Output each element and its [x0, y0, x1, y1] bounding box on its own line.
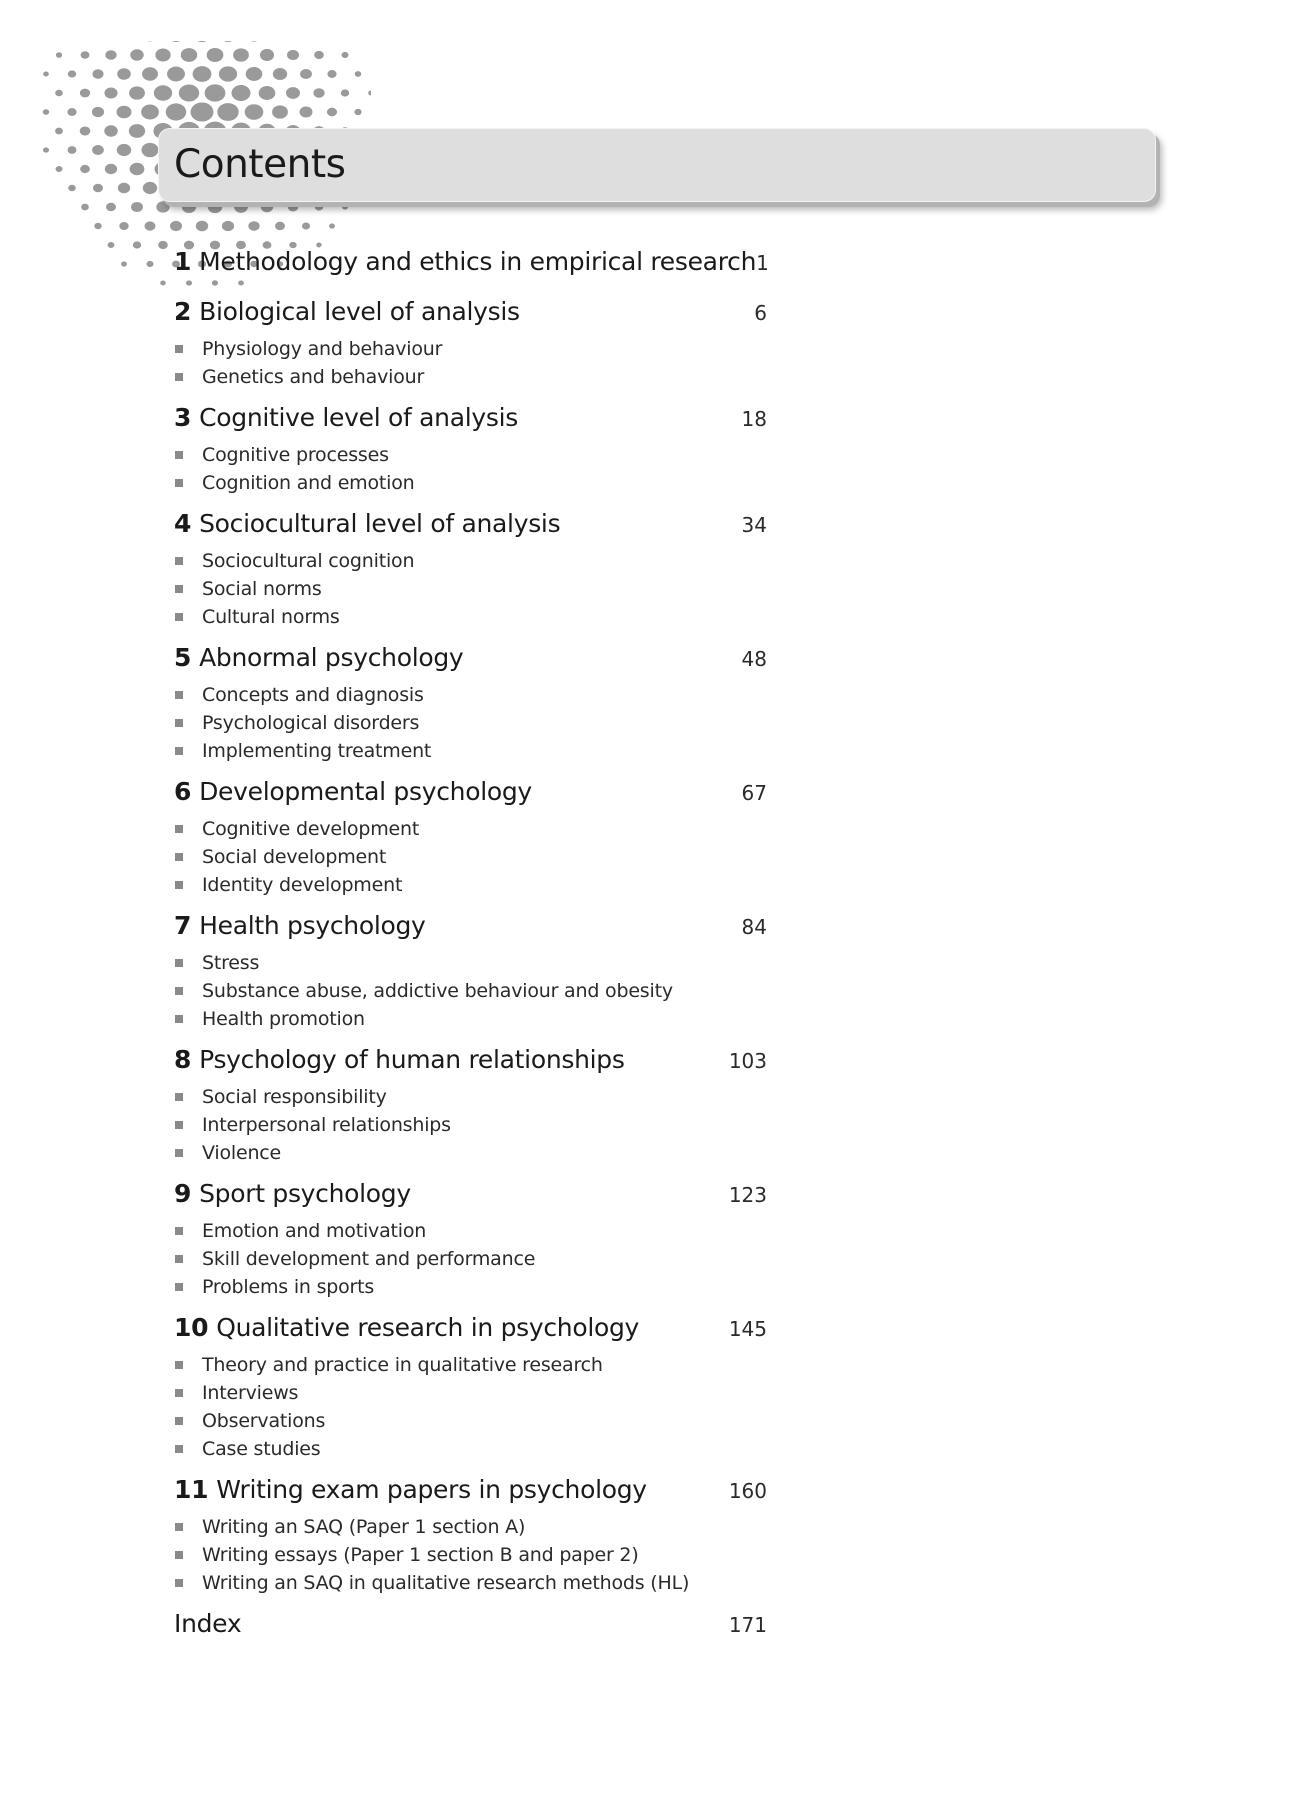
decorative-dot — [261, 202, 273, 213]
subtopic-label: Observations — [202, 1410, 326, 1432]
decorative-dot — [217, 103, 238, 121]
chapter-heading — [174, 777, 532, 806]
subtopic-item — [174, 949, 767, 977]
subtopic-list — [174, 441, 767, 497]
chapter-heading-row — [174, 297, 767, 335]
toc-entry — [174, 509, 767, 631]
decorative-dot — [302, 223, 310, 230]
decorative-dot — [68, 146, 77, 154]
decorative-dot — [247, 41, 260, 42]
chapter-title: Biological level of analysis — [199, 297, 520, 326]
square-bullet-icon — [175, 1093, 183, 1101]
decorative-dot — [130, 49, 143, 60]
page-number: 123 — [728, 1183, 767, 1207]
square-bullet-icon — [175, 1361, 183, 1369]
decorative-dot — [160, 281, 166, 286]
subtopic-item — [174, 1005, 767, 1033]
toc-entry — [174, 247, 767, 285]
subtopic-item — [174, 681, 767, 709]
decorative-dot — [273, 68, 287, 80]
chapter-heading-row — [174, 403, 767, 441]
subtopic-label: Writing an SAQ (Paper 1 section A) — [202, 1516, 526, 1538]
decorative-dot — [248, 221, 259, 231]
decorative-dot — [193, 66, 212, 82]
square-bullet-icon — [175, 1227, 183, 1235]
page-number: 171 — [728, 1613, 767, 1637]
subtopic-label: Writing an SAQ in qualitative research methods (HL) — [202, 1572, 690, 1594]
decorative-dot — [234, 201, 248, 213]
chapter-heading-row — [174, 1179, 767, 1217]
chapter-heading — [174, 509, 560, 538]
subtopic-label: Implementing treatment — [202, 740, 432, 762]
decorative-dot — [191, 102, 214, 121]
chapter-number: 8 — [174, 1045, 192, 1074]
decorative-dot — [195, 41, 210, 42]
contents-title-bar — [158, 128, 1156, 202]
toc-entry — [174, 1475, 767, 1597]
decorative-dot — [219, 66, 237, 81]
subtopic-label: Sociocultural cognition — [202, 550, 415, 572]
square-bullet-icon — [175, 1417, 183, 1425]
subtopic-item — [174, 977, 767, 1005]
subtopic-label: Case studies — [202, 1438, 321, 1460]
decorative-dot — [286, 87, 300, 99]
subtopic-label: Cognitive processes — [202, 444, 389, 466]
decorative-dot — [222, 221, 234, 231]
decorative-dot — [117, 68, 131, 79]
chapter-title: Index — [174, 1609, 242, 1638]
subtopic-list — [174, 335, 767, 391]
page-number: 103 — [728, 1049, 767, 1073]
chapter-heading-row — [174, 1475, 767, 1513]
decorative-dot — [92, 107, 104, 117]
toc-entry — [174, 403, 767, 497]
page-number: 145 — [728, 1317, 767, 1341]
square-bullet-icon — [175, 1149, 183, 1157]
chapter-heading — [174, 247, 756, 276]
decorative-dot — [81, 204, 89, 211]
decorative-dot — [275, 222, 285, 230]
square-bullet-icon — [175, 585, 183, 593]
subtopic-item — [174, 815, 767, 843]
subtopic-label: Stress — [202, 952, 260, 974]
subtopic-label: Skill development and performance — [202, 1248, 536, 1270]
subtopic-label: Violence — [202, 1142, 282, 1164]
decorative-dot — [156, 201, 169, 212]
subtopic-item — [174, 1273, 767, 1301]
decorative-dot — [300, 69, 312, 79]
toc-entry — [174, 1609, 767, 1647]
decorative-dot — [154, 85, 172, 100]
decorative-dot — [43, 72, 49, 77]
subtopic-list — [174, 681, 767, 765]
decorative-dot — [368, 91, 371, 96]
decorative-dot — [260, 49, 274, 61]
subtopic-label: Genetics and behaviour — [202, 366, 425, 388]
chapter-number: 3 — [174, 403, 192, 432]
decorative-dot — [55, 128, 63, 135]
decorative-dot — [130, 163, 145, 175]
decorative-dot — [170, 221, 182, 231]
square-bullet-icon — [175, 987, 183, 995]
decorative-dot — [56, 52, 62, 57]
decorative-dot — [146, 261, 153, 267]
subtopic-list — [174, 547, 767, 631]
decorative-dot — [167, 67, 185, 82]
chapter-heading — [174, 1045, 625, 1074]
subtopic-label: Social norms — [202, 578, 322, 600]
decorative-dot — [56, 166, 63, 172]
chapter-title: Psychology of human relationships — [199, 1045, 625, 1074]
page-number: 18 — [741, 407, 767, 431]
subtopic-item — [174, 1407, 767, 1435]
chapter-title: Methodology and ethics in empirical research — [199, 247, 757, 276]
subtopic-item — [174, 737, 767, 765]
decorative-dot — [169, 41, 183, 42]
subtopic-item — [174, 469, 767, 497]
square-bullet-icon — [175, 691, 183, 699]
decorative-dot — [105, 50, 116, 60]
chapter-number: 1 — [174, 247, 192, 276]
subtopic-label: Physiology and behaviour — [202, 338, 443, 360]
decorative-dot — [141, 105, 159, 120]
square-bullet-icon — [175, 747, 183, 755]
square-bullet-icon — [175, 479, 183, 487]
toc-entry — [174, 643, 767, 765]
chapter-number: 7 — [174, 911, 192, 940]
toc-entry — [174, 777, 767, 899]
decorative-dot — [108, 242, 115, 248]
chapter-title: Qualitative research in psychology — [216, 1313, 640, 1342]
decorative-dot — [196, 221, 208, 232]
decorative-dot — [55, 90, 63, 97]
decorative-dot — [158, 241, 168, 249]
decorative-dot — [327, 108, 337, 117]
chapter-number: 11 — [174, 1475, 209, 1504]
square-bullet-icon — [175, 1015, 183, 1023]
subtopic-label: Social development — [202, 846, 387, 868]
decorative-dot — [68, 70, 76, 77]
subtopic-label: Psychological disorders — [202, 712, 420, 734]
decorative-dot — [182, 201, 196, 213]
square-bullet-icon — [175, 1523, 183, 1531]
chapter-title: Cognitive level of analysis — [199, 403, 518, 432]
decorative-dot — [131, 202, 143, 212]
subtopic-item — [174, 1513, 767, 1541]
chapter-number: 9 — [174, 1179, 192, 1208]
subtopic-label: Cultural norms — [202, 606, 340, 628]
square-bullet-icon — [175, 853, 183, 861]
page-number: 34 — [741, 513, 767, 537]
subtopic-item — [174, 709, 767, 737]
toc-entry — [174, 1313, 767, 1463]
subtopic-list — [174, 949, 767, 1033]
subtopic-label: Problems in sports — [202, 1276, 375, 1298]
subtopic-label: Cognition and emotion — [202, 472, 415, 494]
subtopic-item — [174, 441, 767, 469]
subtopic-item — [174, 547, 767, 575]
decorative-dot — [342, 204, 348, 209]
table-of-contents — [174, 247, 767, 1659]
subtopic-label: Identity development — [202, 874, 403, 896]
chapter-heading-row — [174, 1313, 767, 1351]
subtopic-label: Emotion and motivation — [202, 1220, 427, 1242]
subtopic-label: Cognitive development — [202, 818, 420, 840]
chapter-title: Abnormal psychology — [199, 643, 464, 672]
decorative-dot — [181, 48, 198, 62]
toc-entry — [174, 911, 767, 1033]
square-bullet-icon — [175, 1283, 183, 1291]
decorative-dot — [341, 89, 349, 96]
chapter-heading — [174, 1475, 647, 1504]
decorative-dot — [129, 86, 145, 99]
page-title: Contents — [174, 142, 346, 187]
page-number: 1 — [756, 251, 769, 275]
decorative-dot — [245, 104, 264, 120]
page-number: 84 — [741, 915, 767, 939]
decorative-dot — [141, 143, 158, 157]
subtopic-label: Interviews — [202, 1382, 299, 1404]
chapter-heading-row — [174, 1045, 767, 1083]
decorative-dot — [117, 106, 132, 119]
decorative-dot — [68, 185, 76, 192]
chapter-title: Developmental psychology — [199, 777, 532, 806]
chapter-heading — [174, 403, 518, 432]
decorative-dot — [80, 165, 90, 173]
toc-entry — [174, 1045, 767, 1167]
decorative-dot — [231, 85, 250, 101]
square-bullet-icon — [175, 1255, 183, 1263]
decorative-dot — [106, 203, 116, 211]
decorative-dot — [92, 69, 103, 78]
chapter-heading — [174, 643, 463, 672]
chapter-number: 10 — [174, 1313, 209, 1342]
subtopic-label: Substance abuse, addictive behaviour and obesity — [202, 980, 673, 1002]
decorative-dot — [80, 126, 91, 135]
subtopic-item — [174, 1351, 767, 1379]
decorative-dot — [287, 50, 299, 60]
chapter-heading-row — [174, 643, 767, 681]
subtopic-item — [174, 1541, 767, 1569]
decorative-dot — [145, 221, 156, 230]
decorative-dot — [315, 203, 323, 210]
chapter-number: 5 — [174, 643, 192, 672]
decorative-dot — [288, 203, 299, 212]
subtopic-list — [174, 815, 767, 899]
chapter-heading-row — [174, 509, 767, 547]
chapter-heading — [174, 1313, 639, 1342]
decorative-dot — [104, 125, 117, 136]
chapter-heading-row — [174, 247, 767, 285]
subtopic-label: Concepts and diagnosis — [202, 684, 424, 706]
square-bullet-icon — [175, 1551, 183, 1559]
subtopic-list — [174, 1351, 767, 1463]
subtopic-list — [174, 1513, 767, 1597]
chapter-number: 6 — [174, 777, 192, 806]
page-number: 48 — [741, 647, 767, 671]
decorative-dot — [179, 84, 199, 101]
page-number: 160 — [728, 1479, 767, 1503]
subtopic-item — [174, 1111, 767, 1139]
decorative-dot — [314, 51, 324, 59]
subtopic-item — [174, 843, 767, 871]
subtopic-label: Theory and practice in qualitative research — [202, 1354, 603, 1376]
square-bullet-icon — [175, 719, 183, 727]
decorative-dot — [329, 223, 335, 228]
decorative-dot — [207, 48, 224, 62]
subtopic-item — [174, 603, 767, 631]
chapter-title: Sport psychology — [199, 1179, 411, 1208]
decorative-dot — [43, 147, 49, 152]
chapter-heading — [174, 911, 426, 940]
page-number: 67 — [741, 781, 767, 805]
chapter-heading-row — [174, 911, 767, 949]
chapter-heading — [174, 1609, 241, 1638]
decorative-dot — [121, 261, 127, 266]
chapter-number: 4 — [174, 509, 192, 538]
subtopic-item — [174, 1139, 767, 1167]
decorative-dot — [94, 223, 101, 229]
decorative-dot — [133, 241, 141, 248]
decorative-dot — [67, 108, 76, 116]
subtopic-label: Writing essays (Paper 1 section B and paper 2) — [202, 1544, 639, 1566]
decorative-dot — [119, 222, 128, 230]
decorative-dot — [208, 201, 222, 213]
chapter-title: Health psychology — [199, 911, 426, 940]
decorative-dot — [341, 52, 348, 58]
decorative-dot — [233, 48, 249, 61]
subtopic-label: Interpersonal relationships — [202, 1114, 451, 1136]
chapter-number: 2 — [174, 297, 192, 326]
decorative-dot — [143, 182, 157, 194]
square-bullet-icon — [175, 1579, 183, 1587]
decorative-dot — [155, 49, 170, 62]
toc-entry — [174, 297, 767, 391]
subtopic-item — [174, 871, 767, 899]
chapter-heading — [174, 1179, 411, 1208]
square-bullet-icon — [175, 1445, 183, 1453]
subtopic-list — [174, 1217, 767, 1301]
decorative-dot — [272, 105, 288, 118]
subtopic-item — [174, 1217, 767, 1245]
decorative-dot — [43, 109, 49, 115]
subtopic-label: Health promotion — [202, 1008, 365, 1030]
subtopic-label: Social responsibility — [202, 1086, 387, 1108]
subtopic-item — [174, 1435, 767, 1463]
decorative-dot — [142, 67, 158, 80]
decorative-dot — [80, 89, 90, 98]
decorative-dot — [104, 87, 117, 98]
square-bullet-icon — [175, 1389, 183, 1397]
subtopic-item — [174, 1245, 767, 1273]
decorative-dot — [105, 164, 117, 174]
square-bullet-icon — [175, 881, 183, 889]
decorative-dot — [205, 84, 226, 101]
square-bullet-icon — [175, 1121, 183, 1129]
subtopic-item — [174, 1379, 767, 1407]
decorative-dot — [327, 70, 336, 78]
chapter-title: Writing exam papers in psychology — [216, 1475, 647, 1504]
decorative-dot — [355, 71, 361, 77]
decorative-dot — [117, 144, 131, 156]
subtopic-item — [174, 575, 767, 603]
decorative-dot — [259, 86, 276, 100]
square-bullet-icon — [175, 959, 183, 967]
square-bullet-icon — [175, 613, 183, 621]
subtopic-item — [174, 1569, 767, 1597]
decorative-dot — [221, 41, 235, 42]
chapter-heading — [174, 297, 520, 326]
square-bullet-icon — [175, 825, 183, 833]
decorative-dot — [93, 184, 103, 193]
decorative-dot — [118, 183, 130, 193]
decorative-dot — [300, 107, 313, 118]
decorative-dot — [129, 124, 145, 138]
decorative-dot — [313, 88, 324, 98]
decorative-dot — [354, 109, 361, 115]
subtopic-item — [174, 363, 767, 391]
square-bullet-icon — [175, 451, 183, 459]
subtopic-list — [174, 1083, 767, 1167]
subtopic-item — [174, 1083, 767, 1111]
square-bullet-icon — [175, 345, 183, 353]
decorative-dot — [246, 67, 263, 81]
chapter-heading-row — [174, 777, 767, 815]
page-number: 6 — [754, 301, 767, 325]
toc-entry — [174, 1179, 767, 1301]
chapter-title: Sociocultural level of analysis — [199, 509, 561, 538]
square-bullet-icon — [175, 557, 183, 565]
subtopic-item — [174, 335, 767, 363]
chapter-heading-row — [174, 1609, 767, 1647]
decorative-dot — [166, 103, 187, 120]
decorative-dot — [92, 145, 104, 155]
square-bullet-icon — [175, 373, 183, 381]
decorative-dot — [81, 51, 90, 59]
